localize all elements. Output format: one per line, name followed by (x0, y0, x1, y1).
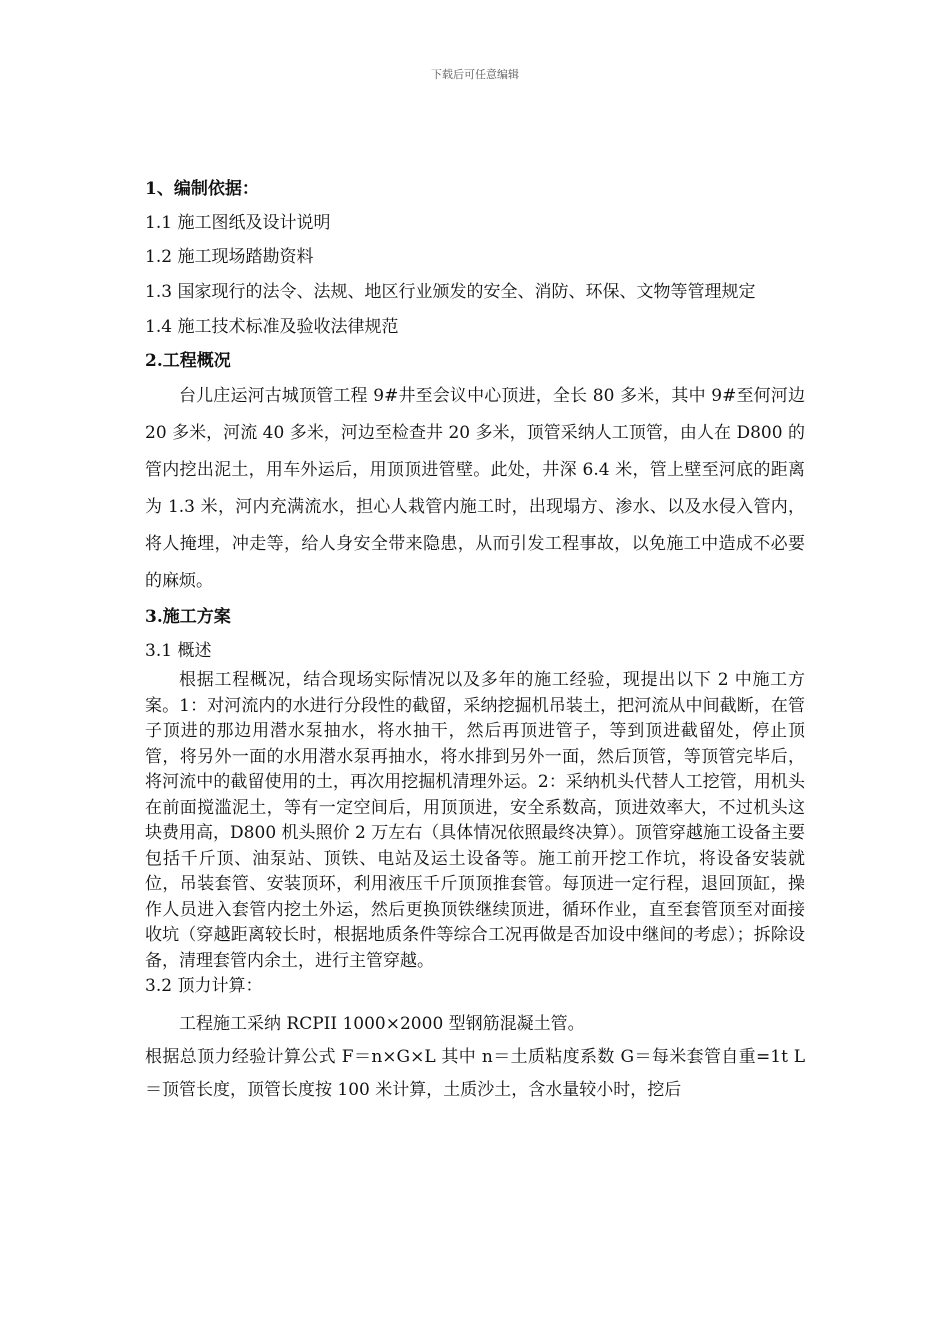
page-header: 下载后可任意编辑 (431, 68, 519, 81)
spacer (145, 1000, 805, 1008)
item-1-4: 1.4 施工技术标准及验收法律规范 (145, 317, 399, 337)
section-3-title: 3.施工方案 (145, 607, 231, 627)
item-1-2: 1.2 施工现场踏勘资料 (145, 247, 314, 267)
document-body (145, 172, 805, 1107)
item-3-1: 3.1 概述 (145, 641, 212, 661)
section-3-2-paragraph-2: 根据总顶力经验计算公式 F＝n×G×L 其中 n＝土质粘度系数 G＝每米套管自重=1t L＝顶管长度，顶管长度按 100 米计算，土质沙土，含水量较小时，挖后 (145, 1046, 805, 1100)
section-3-2-paragraph-1: 工程施工采纳 RCPII 1000×2000 型钢筋混凝土管。 (179, 1013, 585, 1034)
item-3-2: 3.2 顶力计算： (145, 976, 263, 996)
section-3-1-paragraph: 根据工程概况，结合现场实际情况以及多年的施工经验，现提出以下 2 中施工方案。1：对河流内的水进行分段性的截留，采纳挖掘机吊装土，把河流从中间截断，在管子顶进的那边用潜水泵抽水，将水抽干，然后再顶进管子，等到顶进截留处，停止顶管，将另外一面的水用潜水泵再抽水，将水排到另外一面，然后顶管，等顶管完毕后，将河流中的截留使用的土，再次用挖掘机清理外运。2：采纳机头代替人工挖管，用机头在前面搅滥泥土，等有一定空间后，用顶顶进，安全系数高，顶进效率大，不过机头这块费用高，D800 机头照价 2 万左右（具体情况依照最终决算）。顶管穿越施工设备主要包括千斤顶、油泵站、顶铁、电站及运土设备等。施工前开挖工作坑，将设备安装就位，吊装套管、安装顶环，利用液压千斤顶顶推套管。每顶进一定行程，退回顶缸，操作人员进入套管内挖土外运，然后更换顶铁继续顶进，循环作业，直至套管顶至对面接收坑（穿越距离较长时，根据地质条件等综合工况再做是否加设中继间的考虑）；拆除设备，清理套管内余土，进行主管穿越。 (145, 670, 805, 971)
item-1-3: 1.3 国家现行的法令、法规、地区行业颁发的安全、消防、环保、文物等管理规定 (145, 282, 756, 302)
item-1-1: 1.1 施工图纸及设计说明 (145, 213, 331, 233)
section-2-title: 2.工程概况 (145, 351, 231, 371)
section-2-paragraph: 台儿庄运河古城顶管工程 9#井至会议中心顶进，全长 80 多米，其中 9#至何河边 20 多米，河流 40 多米，河边至检查井 20 多米，顶管采纳人工顶管，由人在 D800 的管内挖出泥土，用车外运后，用顶顶进管壁。此处，井深 6.4 米，管上壁至河底的距离为 1.3 米，河内充满流水，担心人栽管内施工时，出现塌方、渗水、以及水侵入管内，将人掩埋，冲走等，给人身安全带来隐患，从而引发工程事故，以免施工中造成不必要的麻烦。 (145, 386, 805, 591)
section-1-title: 1、编制依据： (145, 179, 259, 199)
